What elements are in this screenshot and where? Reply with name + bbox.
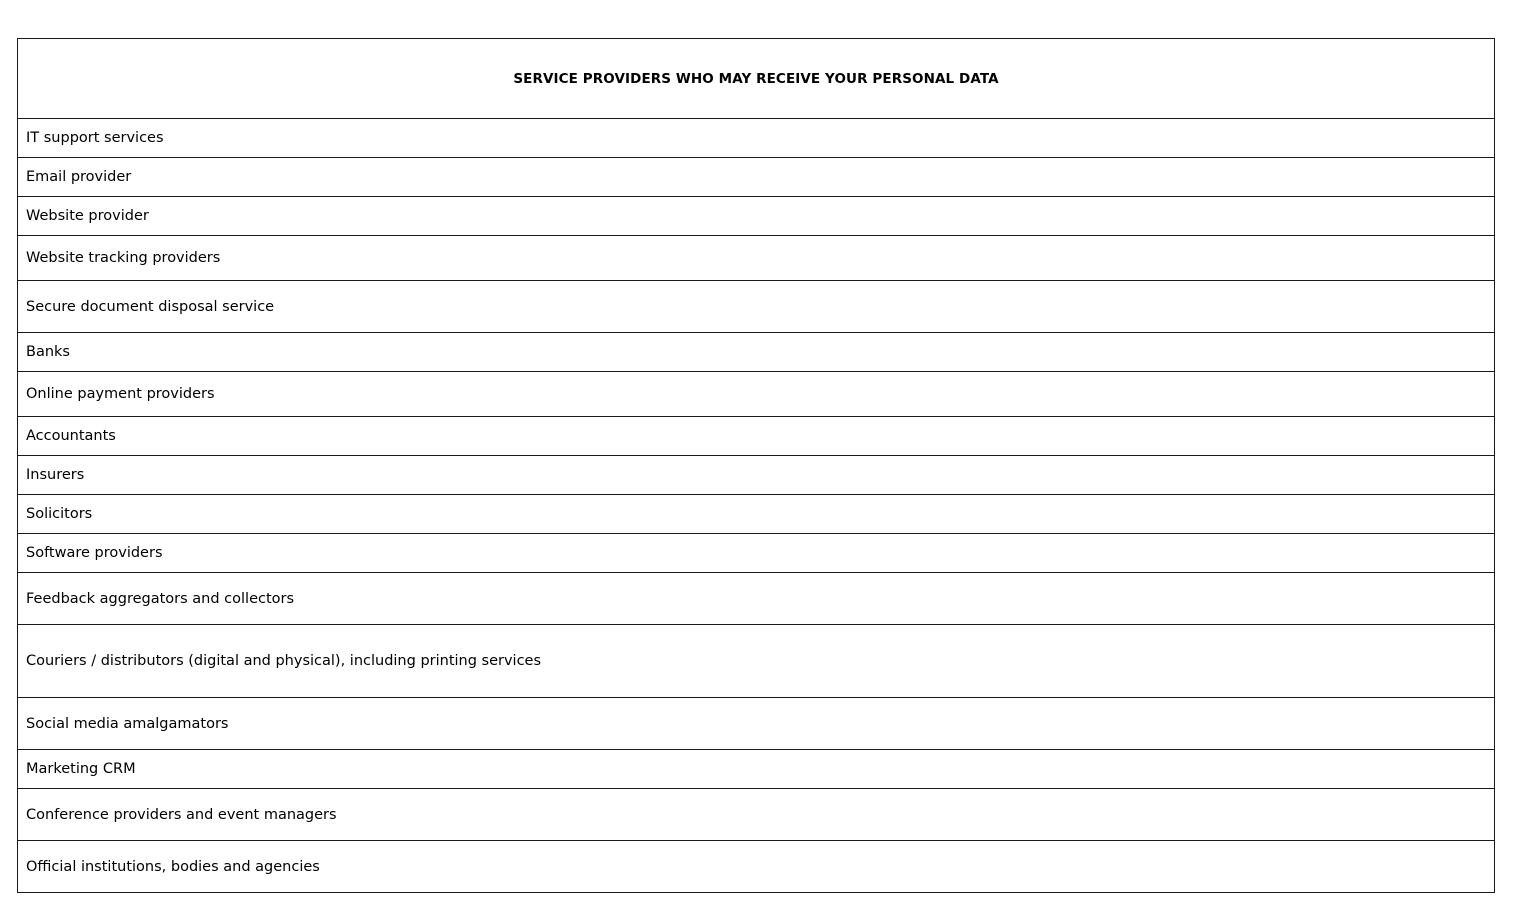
- table-header-row: [18, 39, 1495, 119]
- service-providers-table: [17, 38, 1495, 893]
- table-row: [18, 456, 1495, 495]
- table-row: [18, 417, 1495, 456]
- provider-cell: Software providers: [18, 534, 1495, 573]
- table-row: [18, 372, 1495, 417]
- provider-cell: Accountants: [18, 417, 1495, 456]
- table-row: [18, 236, 1495, 281]
- table-row: [18, 119, 1495, 158]
- table-row: [18, 534, 1495, 573]
- provider-cell: Banks: [18, 333, 1495, 372]
- table-row: [18, 281, 1495, 333]
- provider-cell: Email provider: [18, 158, 1495, 197]
- table-row: [18, 197, 1495, 236]
- table-row: [18, 789, 1495, 841]
- table-row: [18, 698, 1495, 750]
- table-row: [18, 158, 1495, 197]
- provider-cell: Couriers / distributors (digital and physical), including printing services: [18, 625, 1495, 698]
- provider-cell: Website tracking providers: [18, 236, 1495, 281]
- provider-cell: Official institutions, bodies and agencies: [18, 841, 1495, 893]
- table-row: [18, 841, 1495, 893]
- provider-cell: Marketing CRM: [18, 750, 1495, 789]
- table-row: [18, 495, 1495, 534]
- provider-cell: Online payment providers: [18, 372, 1495, 417]
- provider-cell: IT support services: [18, 119, 1495, 158]
- table-heading: SERVICE PROVIDERS WHO MAY RECEIVE YOUR PERSONAL DATA: [18, 39, 1495, 119]
- provider-cell: Secure document disposal service: [18, 281, 1495, 333]
- provider-cell: Conference providers and event managers: [18, 789, 1495, 841]
- table-row: [18, 573, 1495, 625]
- provider-cell: Insurers: [18, 456, 1495, 495]
- table-row: [18, 625, 1495, 698]
- provider-cell: Website provider: [18, 197, 1495, 236]
- table-row: [18, 333, 1495, 372]
- provider-cell: Social media amalgamators: [18, 698, 1495, 750]
- provider-cell: Feedback aggregators and collectors: [18, 573, 1495, 625]
- provider-cell: Solicitors: [18, 495, 1495, 534]
- table-row: [18, 750, 1495, 789]
